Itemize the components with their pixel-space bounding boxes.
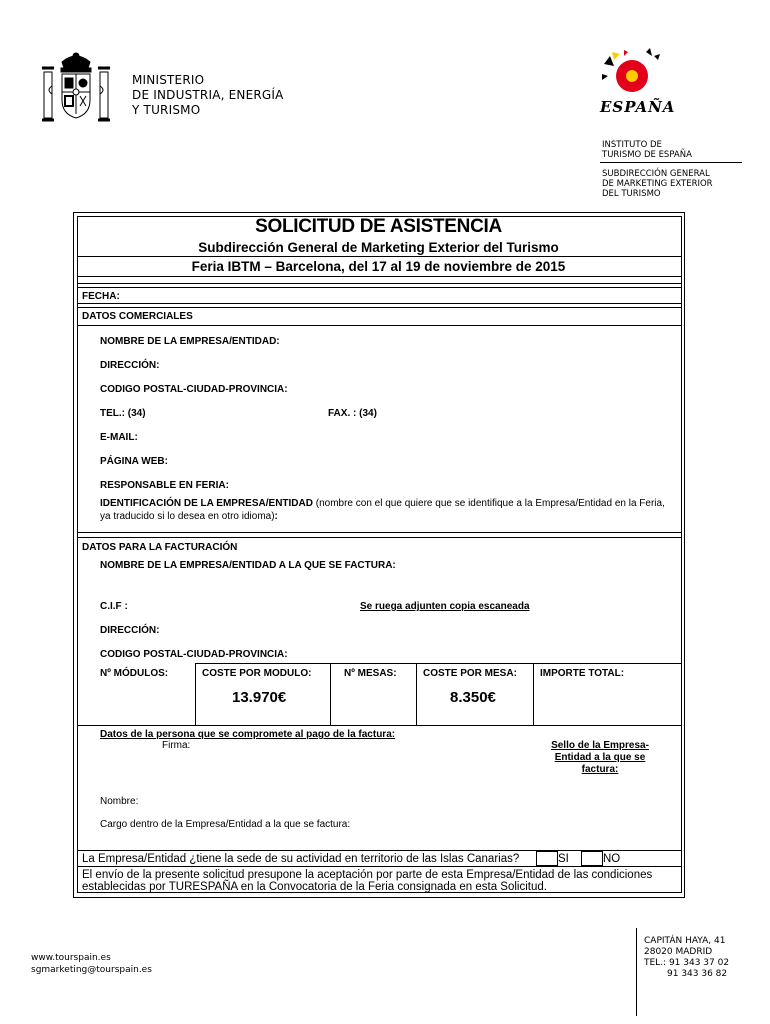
codigo-postal-field[interactable]: CODIGO POSTAL-CIUDAD-PROVINCIA: [100,384,288,395]
sello-line-3: factura: [581,764,619,775]
identificacion-note: (nombre con el que quiere que se identifique a la Empresa/Entidad en la Feria, [312,498,665,509]
divider [77,866,681,867]
datos-comerciales-heading: DATOS COMERCIALES [82,311,193,322]
tel-field[interactable]: TEL.: (34) [100,408,146,419]
form-title: SOLICITUD DE ASISTENCIA [255,216,502,237]
footer-address-2: 28020 MADRID [644,947,713,957]
envio-text-line-2: establecidas por TURESPAÑA en la Convocatoria de la Feria consignada en esta Solicitud. [82,881,547,893]
identificacion-colon: : [274,511,278,522]
direccion-factura-field[interactable]: DIRECCIÓN: [100,625,160,636]
coste-modulo-header: COSTE POR MODULO: [202,668,312,679]
cost-table-divider [416,663,417,725]
no-checkbox[interactable] [581,851,603,866]
num-mesas-header: Nº MESAS: [344,668,397,679]
cif-field[interactable]: C.I.F : [100,601,128,612]
copia-escaneada-note: Se ruega adjunten copia escaneada [360,601,530,612]
responsable-field[interactable]: RESPONSABLE EN FERIA: [100,480,229,491]
form-subtitle: Subdirección General de Marketing Exterior del Turismo [198,240,559,255]
cargo-field[interactable]: Cargo dentro de la Empresa/Entidad a la que se factura: [100,819,351,830]
divider [77,303,681,304]
codigo-postal-factura-field[interactable]: CODIGO POSTAL-CIUDAD-PROVINCIA: [100,649,288,660]
coste-mesa-header: COSTE POR MESA: [423,668,517,679]
sello-line-2: Entidad a la que se [554,752,646,763]
institute-name [602,140,692,160]
fecha-label: FECHA: [82,291,120,302]
ministry-line-2: DE INDUSTRIA, ENERGÍA [132,88,284,102]
sello-line-1: Sello de la Empresa- [551,740,649,751]
email-field[interactable]: E-MAIL: [100,432,138,443]
cost-table-bottom-line [77,725,681,726]
divider [77,325,681,326]
footer-tel-1: TEL.: 91 343 37 02 [644,958,730,968]
envio-text-line-1: El envío de la presente solicitud presupone la aceptación por parte de esta Empresa/Entidad de las condiciones [82,869,653,881]
no-label: NO [603,853,621,865]
si-label: SI [558,853,569,865]
facturacion-heading: DATOS PARA LA FACTURACIÓN [82,542,238,553]
event-name: Feria IBTM – Barcelona, del 17 al 19 de noviembre de 2015 [191,259,566,274]
subdirection-line-2: DE MARKETING EXTERIOR [602,179,713,189]
nombre-factura-field[interactable]: NOMBRE DE LA EMPRESA/ENTIDAD A LA QUE SE FACTURA: [100,560,396,571]
direccion-field[interactable]: DIRECCIÓN: [100,360,160,371]
divider [77,532,681,533]
nombre-empresa-field[interactable]: NOMBRE DE LA EMPRESA/ENTIDAD: [100,336,280,347]
importe-total-header: IMPORTE TOTAL: [540,668,625,679]
espana-logo-word: ESPAÑA [600,98,676,116]
cost-table-top-line [196,663,681,664]
divider [77,283,681,284]
si-checkbox[interactable] [536,851,558,866]
subdirection-name [602,169,713,199]
cost-table-divider [533,663,534,725]
coat-of-arms-logo [40,48,112,130]
persona-pago-heading: Datos de la persona que se compromete al pago de la factura: [100,729,396,740]
divider [77,537,681,538]
divider [77,256,681,257]
footer-address-1: CAPITÁN HAYA, 41 [644,936,726,946]
institute-line-2: TURISMO DE ESPAÑA [602,150,692,160]
footer-tel-2: 91 343 36 82 [667,969,728,979]
subdirection-line-1: SUBDIRECCIÓN GENERAL [602,169,710,179]
identificacion-note-2 [100,511,278,522]
web-field[interactable]: PÁGINA WEB: [100,456,168,467]
footer-web: www.tourspain.es [31,953,111,963]
ministry-line-3: Y TURISMO [132,103,201,117]
identificacion-note-line2: ya traducido si lo desea en otro idioma) [100,511,275,522]
num-modulos-header: Nº MÓDULOS: [100,668,169,679]
divider [77,276,681,277]
firma-field[interactable]: Firma: [162,740,191,751]
footer-divider [636,928,637,1016]
sello-box[interactable] [540,740,660,776]
coste-mesa-value: 8.350€ [450,689,496,706]
header-divider [600,162,742,163]
ministry-name [132,73,284,118]
divider [77,307,681,308]
canarias-question: La Empresa/Entidad ¿tiene la sede de su actividad en territorio de las Islas Canarias? [82,853,520,865]
identificacion-label: IDENTIFICACIÓN DE LA EMPRESA/ENTIDAD [100,498,313,509]
cost-table-divider [195,663,196,725]
cost-table-divider [330,663,331,725]
coste-modulo-value: 13.970€ [232,689,287,706]
fax-field[interactable]: FAX. : (34) [328,408,377,419]
identificacion-field[interactable] [100,498,665,509]
subdirection-line-3: DEL TURISMO [602,189,661,199]
footer-email: sgmarketing@tourspain.es [31,965,152,975]
ministry-line-1: MINISTERIO [132,73,205,87]
divider [77,287,681,288]
institute-line-1: INSTITUTO DE [602,140,662,150]
nombre-field[interactable]: Nombre: [100,796,139,807]
